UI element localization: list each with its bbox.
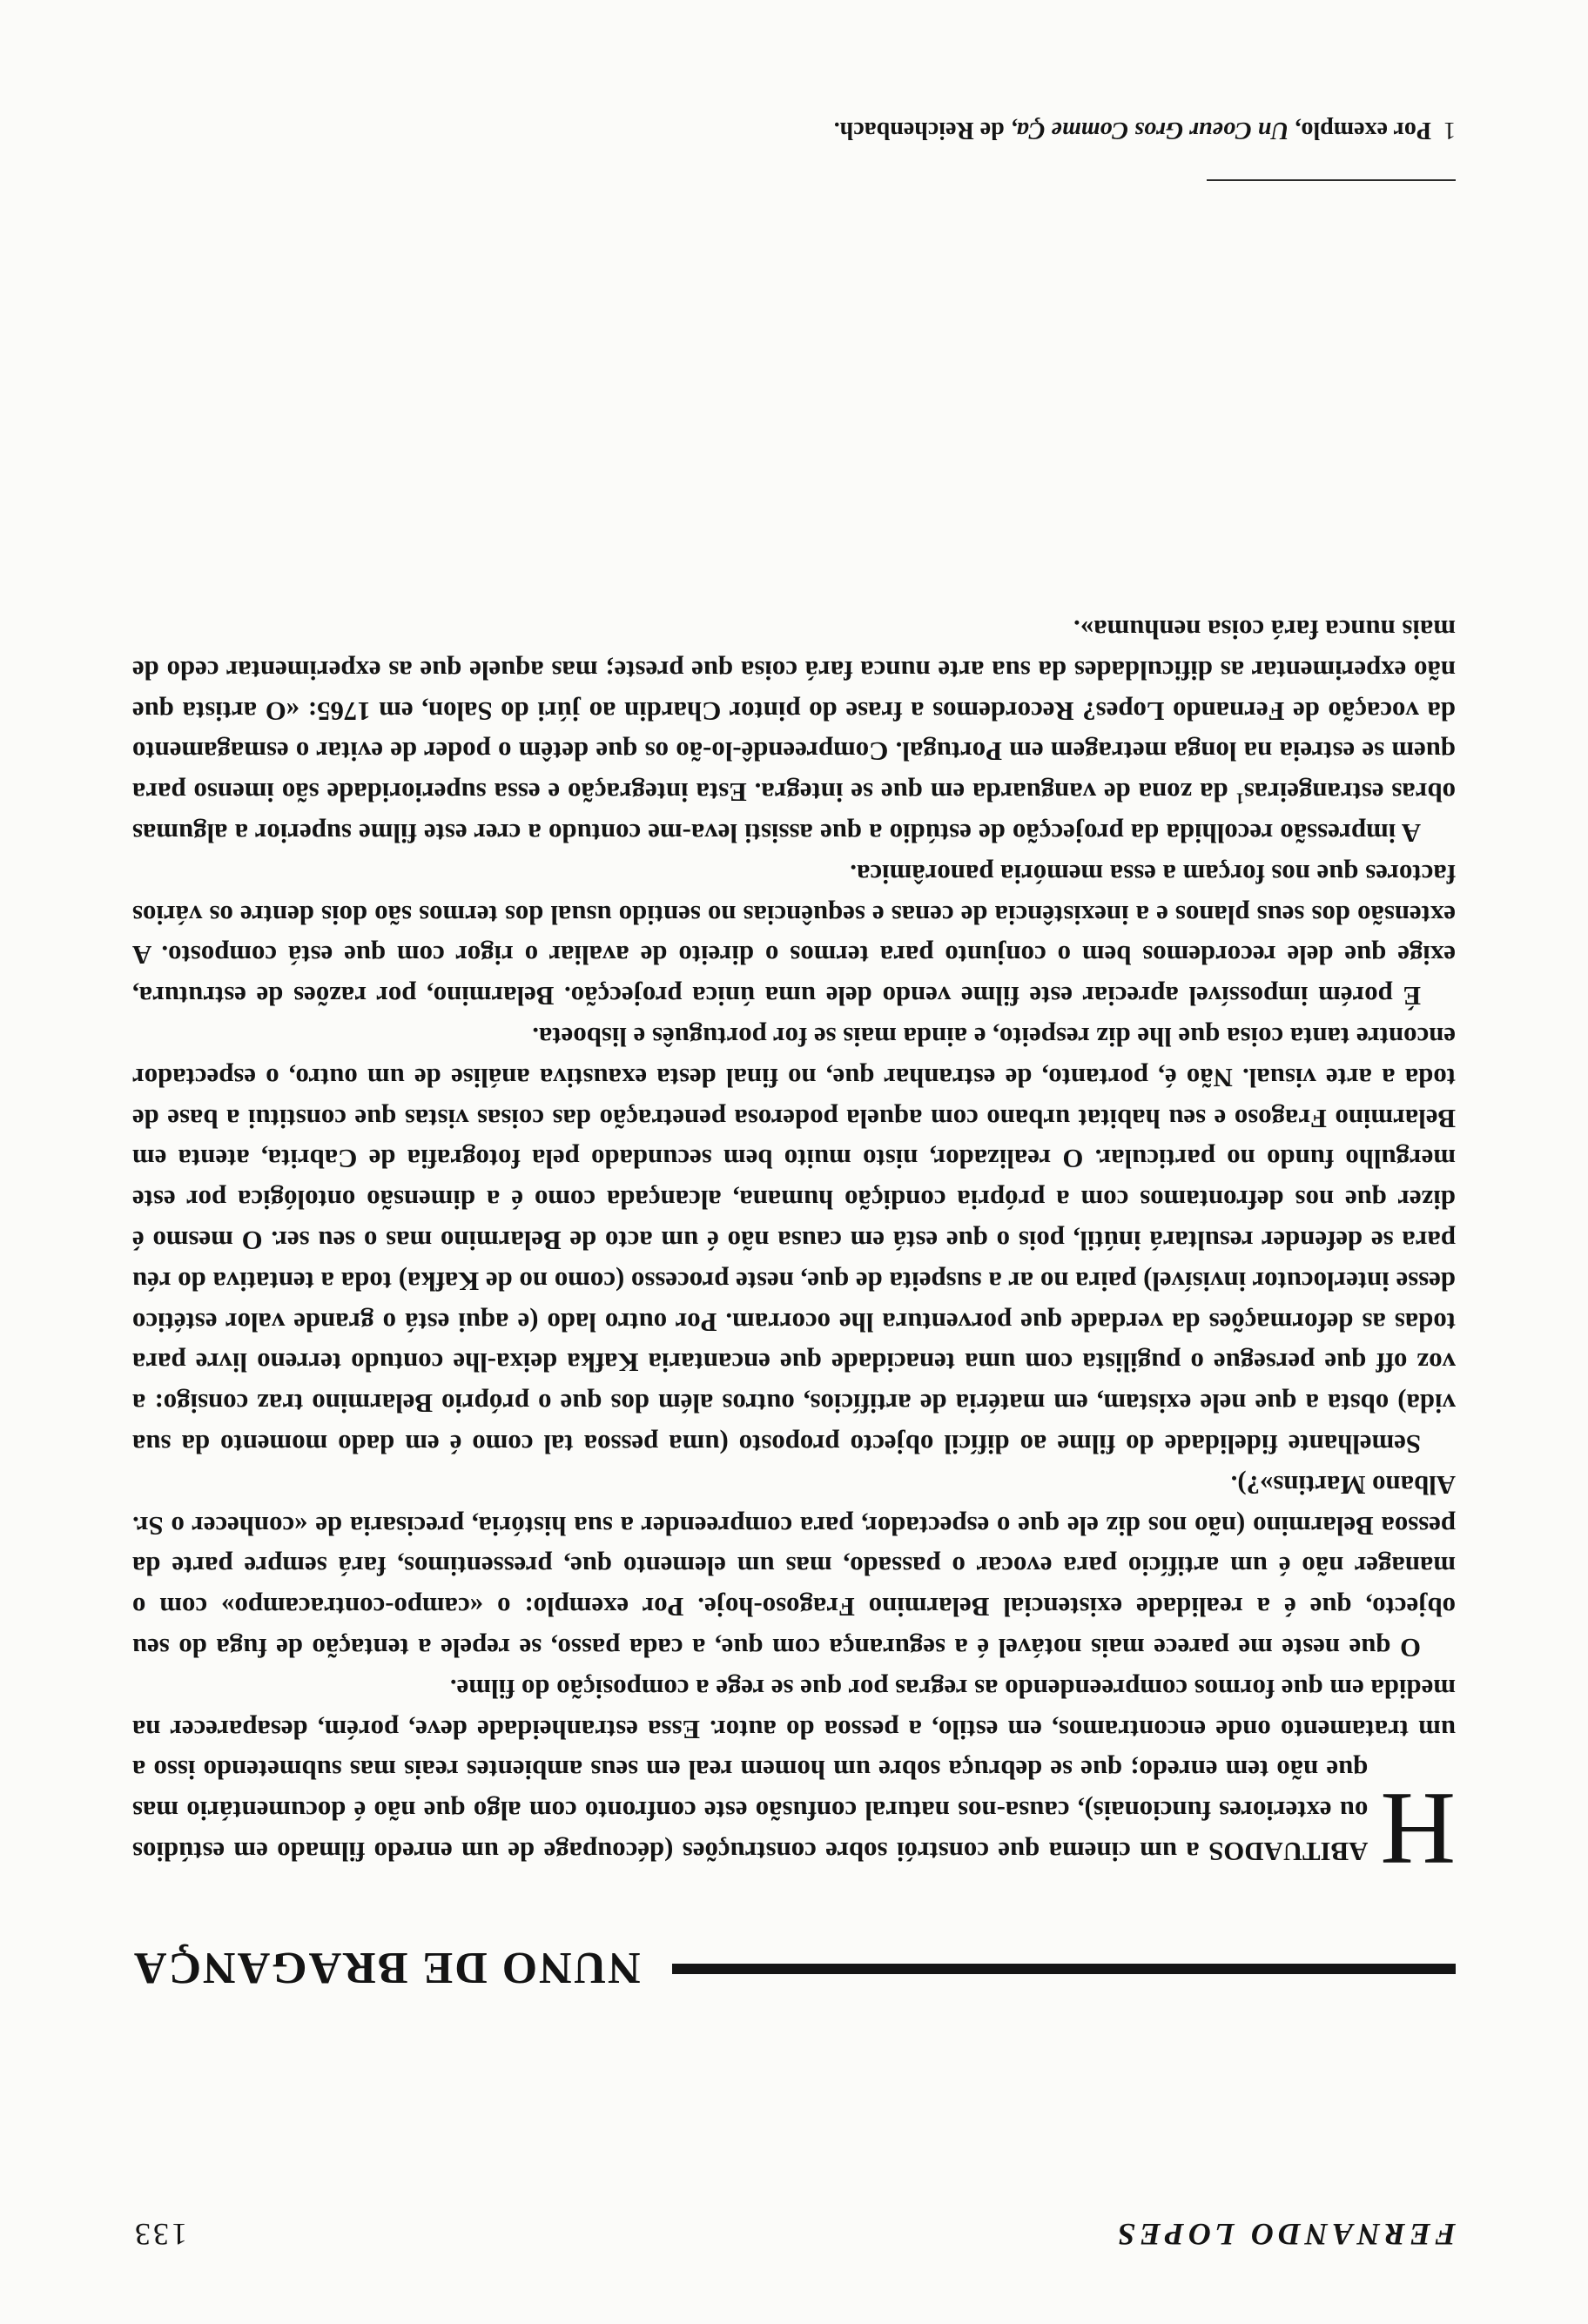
drop-cap: H (1380, 1771, 1456, 1887)
paragraph-3: Semelhante fidelidade do filme ao difícil objecto proposto (uma pessoa tal como é em dado momento da sua vida) obsta a que nele existam, em matéria de artifícios, outros além dos que o próprio Belarmino traz consigo: a voz off que persegue o pugilista com uma tenacidade que encantaria Kafka deixa-lhe contudo terreno livre para todas as deformações da verdade que porventura lhe ocorram. Por outro lado (e aqui está o grande valor estético desse interlocutor invisível) paira no ar a suspeita de que, neste processo (como no de Kafka) toda a tentativa do réu para se defender resultará inútil, pois o que está em causa não é um acto de Belarmino mas o seu ser. O mesmo é dizer que nos defrontamos com a própria condição humana, alcançada como é a dimensão ontológica por este mergulho fundo no particular. O realizador, nisto muito bem secundado pela fotografia de Cabrita, atenta em Belarmino Fragoso e seu habitat urbano com aquela poderosa penetração das coisas vistas que constitui a base de toda a arte visual. Não é, portanto, de estranhar que, no final desta exaustiva análise de um outro, o espectador encontre tanta coisa que lhe diz respeito, e ainda mais se for português e lisboeta. (132, 1022, 1456, 1460)
author-name: NUNO DE BRAGANÇA (132, 1943, 641, 1992)
footnote-prefix: Por exemplo, (1289, 117, 1431, 144)
paragraph-1-text: ABITUADOS a um cinema que constrói sobre construções (découpage de um enredo filmado em estúdios ou exteriores funcionais), causa-nos natural confusão este confronto com algo que não é documentário mas que não tem enredo; que se debruça sobre um homem real em seus ambientes reais mas submetendo isso a um tratamento onde encontramos, em estilo, a pessoa do autor. Essa estranheidade deve, porém, desaparecer na medida em que formos compreendendo as regras por que se rege a composição do filme. (132, 1673, 1456, 1866)
footnote-suffix: de Reichenbach. (833, 117, 1011, 144)
running-head (132, 2200, 1456, 2253)
footnote-reference: 1 (1235, 789, 1244, 808)
paragraph-5-text-start: A impressão recolhida da projecção de estúdio a que assisti leva-me contudo a crer este filme superior a algumas obras estrangeiras (132, 777, 1456, 849)
footnote-number: 1 (1443, 117, 1456, 144)
article-header (132, 1932, 1456, 1993)
paragraph-5-text-end: da zona de vanguarda em que se integra. Esta integração e essa superioridade são imenso para quem se estreia na longa metragem em Portugal. Compreendê-lo-ão os que detêm o poder de evitar o esmagamento da vocação de Fernando Lopes? Recordemos a frase do pintor Chardin ao júri do Salon, em 1765: «O artista que não experimentar as dificuldades da sua arte nunca fará coisa que preste; mas aquele que as experimentar cedo de mais nunca fará coisa nenhuma». (131, 615, 1456, 808)
paragraph-2: O que neste me parece mais notável é a segurança com que, a cada passo, se repele a tentação de fuga do seu objecto, que é a realidade existencial Belarmino Fragoso-hoje. Por exemplo: o «campo-contracampo» com o manager não é um artifício para evocar o passado, mas um elemento que, pressentimos, fará sempre parte da pessoa Belarmino (não nos diz ele que o espectador, para compreender a sua história, precisaria de «conhecer o Sr. Albano Martins»?). (132, 1469, 1456, 1663)
article-body (131, 608, 1456, 1887)
footnote-rule (1207, 179, 1456, 181)
paragraph-1 (132, 1668, 1456, 1887)
running-title: FERNANDO LOPES (1113, 2217, 1456, 2252)
paragraph-5 (132, 608, 1456, 853)
paragraph-4: É porém impossível apreciar este filme vendo dele uma única projecção. Belarmino, por razões de estrutura, exige que dele recordemos bem o conjunto para termos o direito de avaliar o rigor com que está composto. A extensão dos seus planos e a inexistência de cenas e sequências no sentido usual dos termos são dois dentre os vários factores que nos forçam a essa memória panorâmica. (132, 858, 1456, 1011)
footnote-film-title: Un Coeur Gros Comme Ça, (1010, 117, 1289, 144)
page-number: 133 (132, 2217, 187, 2252)
footnote (132, 116, 1456, 144)
heading-rule (672, 1964, 1456, 1974)
